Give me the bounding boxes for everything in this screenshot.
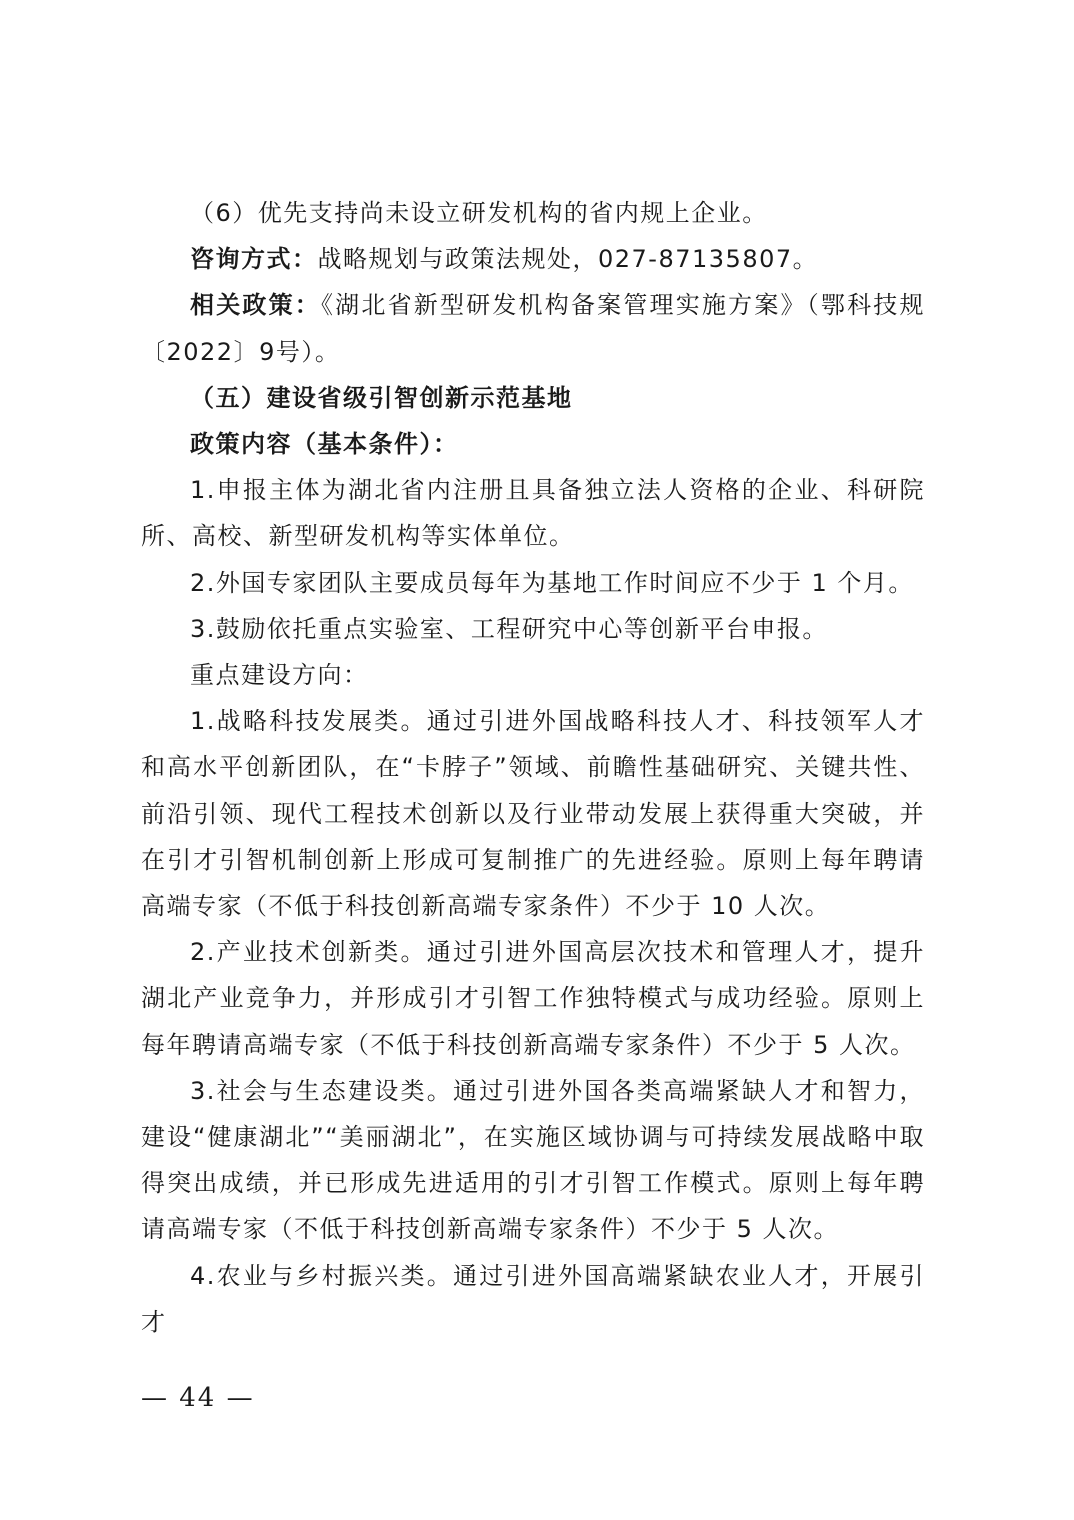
paragraph-text: 3.鼓励依托重点实验室、工程研究中心等创新平台申报。: [190, 614, 828, 643]
paragraph-label: 相关政策：: [190, 291, 321, 320]
paragraph: [141, 929, 925, 1068]
paragraph: [141, 698, 925, 929]
paragraph: [141, 606, 925, 652]
paragraph-label: 咨询方式：: [190, 245, 318, 274]
paragraph-text: 1.申报主体为湖北省内注册且具备独立法人资格的企业、科研院所、高校、新型研发机构等实体单位。: [141, 476, 925, 551]
paragraph: [141, 282, 925, 374]
paragraph: [141, 560, 925, 606]
paragraph-text: 战略规划与政策法规处，027-87135807。: [317, 245, 819, 274]
paragraph-text: 《湖北省新型研发机构备案管理实施方案》（鄂科技规〔2022〕9号）。: [141, 291, 926, 366]
paragraph: [141, 375, 925, 421]
paragraph-text: （6）优先支持尚未设立研发机构的省内规上企业。: [190, 199, 768, 227]
paragraph-text: （五）建设省级引智创新示范基地: [190, 383, 573, 412]
paragraph: [141, 1068, 925, 1253]
page-number: — 44 —: [141, 1383, 255, 1413]
paragraph-text: 2.外国专家团队主要成员每年为基地工作时间应不少于 1 个月。: [190, 568, 914, 597]
paragraph-text: 4.农业与乡村振兴类。通过引进外国高端紧缺农业人才，开展引才: [141, 1261, 925, 1336]
paragraph-text: 2.产业技术创新类。通过引进外国高层次技术和管理人才，提升湖北产业竞争力，并形成引才引智工作独特模式与成功经验。原则上每年聘请高端专家（不低于科技创新高端专家条件）不少于 5 人次。: [141, 938, 925, 1059]
paragraph: [141, 1253, 925, 1345]
paragraph-text: 重点建设方向：: [190, 661, 369, 690]
paragraph-text: 政策内容（基本条件）：: [190, 430, 459, 459]
paragraph: [141, 421, 925, 467]
document-body: [141, 190, 925, 1345]
paragraph-text: 3.社会与生态建设类。通过引进外国各类高端紧缺人才和智力，建设“健康湖北”“美丽湖北”，在实施区域协调与可持续发展战略中取得突出成绩，并已形成先进适用的引才引智工作模式。原则上每年聘请高端专家（不低于科技创新高端专家条件）不少于 5 人次。: [141, 1076, 925, 1244]
paragraph: [141, 190, 925, 236]
paragraph: [141, 652, 925, 698]
paragraph: [141, 467, 925, 559]
paragraph: [141, 236, 925, 282]
paragraph-text: 1.战略科技发展类。通过引进外国战略科技人才、科技领军人才和高水平创新团队，在“卡脖子”领域、前瞻性基础研究、关键共性、前沿引领、现代工程技术创新以及行业带动发展上获得重大突破，并在引才引智机制创新上形成可复制推广的先进经验。原则上每年聘请高端专家（不低于科技创新高端专家条件）不少于 10 人次。: [141, 707, 925, 921]
